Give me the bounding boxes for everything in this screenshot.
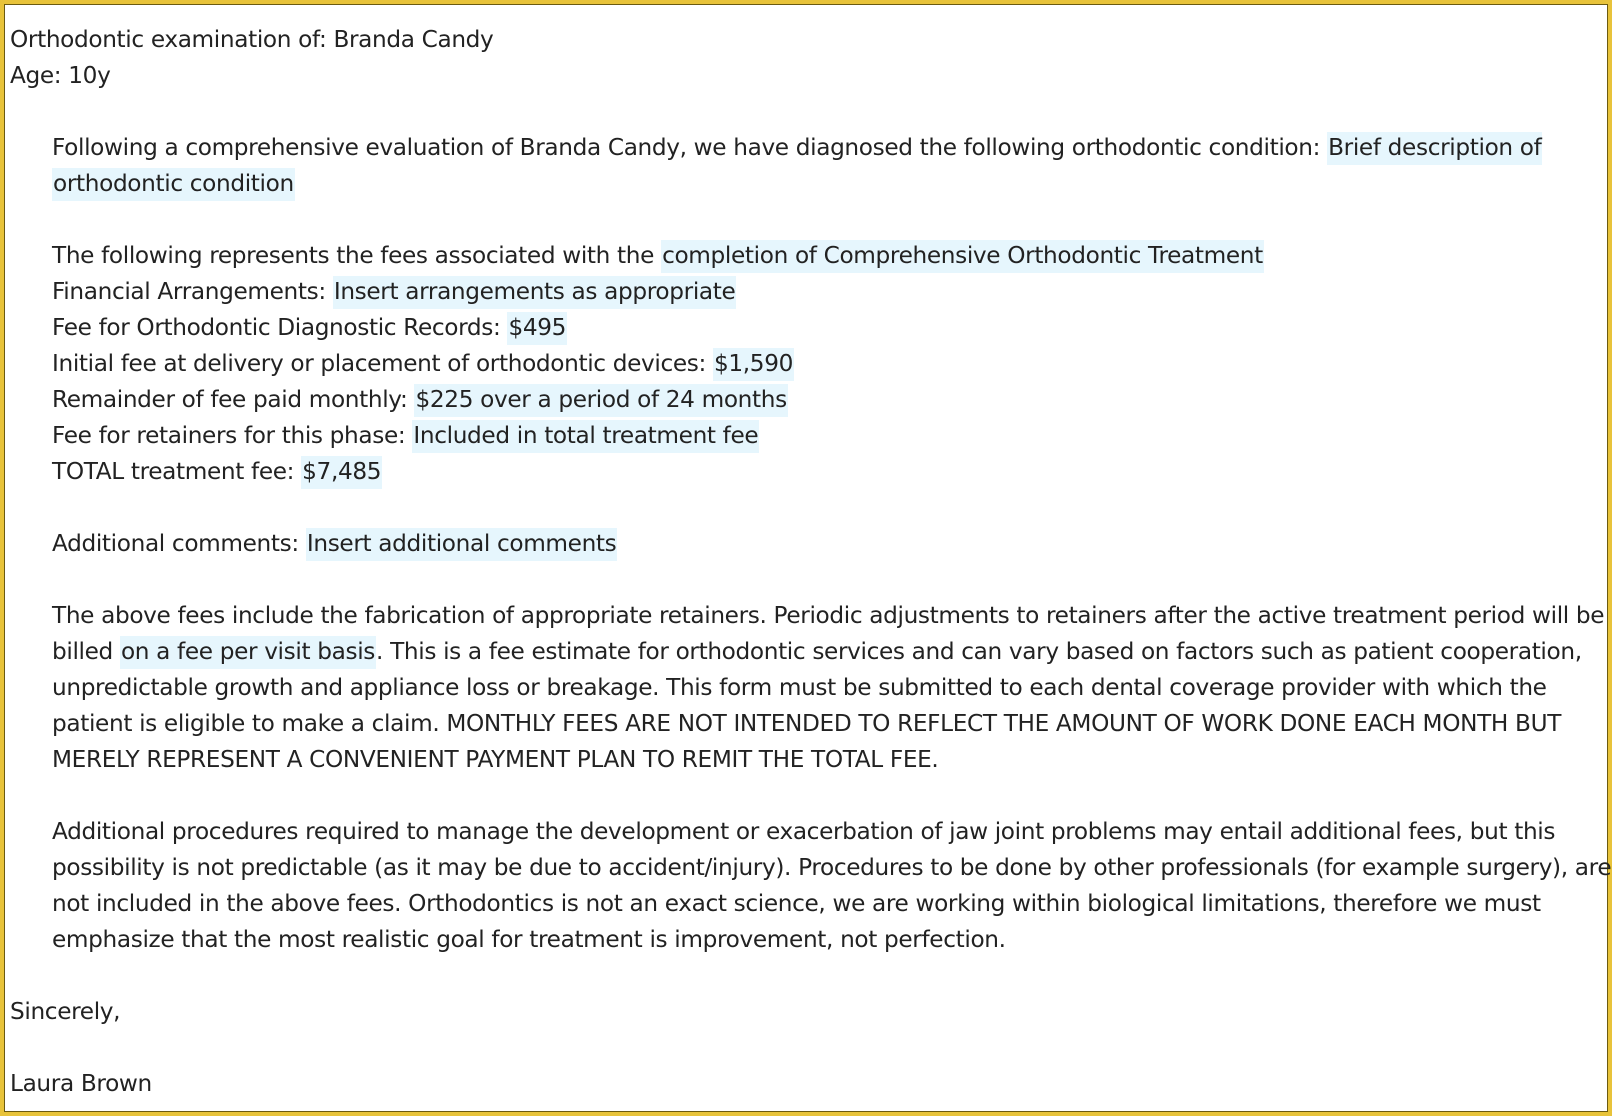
patient-name: Branda Candy [333,26,494,53]
spacer [10,202,1606,238]
spacer [10,94,1606,130]
spacer [10,778,1606,814]
procedures-line-1: Additional procedures required to manage the development or exacerbation of jaw joint problems may entail additional fees, but this [52,818,1556,845]
disclaimer-line-1: The above fees include the fabrication of appropriate retainers. Periodic adjustments to retainers after the active treatment period will be [52,602,1605,629]
fee-row-financial-arrangements [10,274,1606,310]
exam-heading [10,22,1606,58]
age-value: 10y [68,62,111,89]
monthly-fee-field[interactable]: $225 over a period of 24 months [414,384,787,417]
spacer [10,490,1606,526]
billing-basis-field[interactable]: on a fee per visit basis [120,636,376,669]
procedures-line-2: possibility is not predictable (as it may be due to accident/injury). Procedures to be done by other professionals (for example surgery), are [52,854,1612,881]
fee-row-retainers [10,418,1606,454]
spacer [10,562,1606,598]
spacer [10,958,1606,994]
disclaimer-text: billed [52,638,120,665]
fees-intro-line [10,238,1606,274]
exam-label: Orthodontic examination of: [10,26,334,53]
spacer [10,1030,1606,1066]
fee-label: Fee for Orthodontic Diagnostic Records: [52,314,508,341]
initial-fee-field[interactable]: $1,590 [713,348,794,381]
comments-label: Additional comments: [52,530,306,557]
fee-label: TOTAL treatment fee: [52,458,302,485]
fee-label: Fee for retainers for this phase: [52,422,413,449]
diagnosis-line-2 [10,166,1606,202]
fee-row-total [10,454,1606,490]
procedures-line-3: not included in the above fees. Orthodontics is not an exact science, we are working within biological limitations, therefore we must [52,890,1541,917]
fee-row-diagnostic-records [10,310,1606,346]
disclaimer-text: . This is a fee estimate for orthodontic services and can vary based on factors such as patient cooperation, [376,638,1582,665]
fee-row-monthly [10,382,1606,418]
disclaimer-line-5: MERELY REPRESENT A CONVENIENT PAYMENT PLAN TO REMIT THE TOTAL FEE. [52,746,939,773]
disclaimer-line-2 [10,634,1606,670]
age-label: Age: [10,62,69,89]
fee-label: Financial Arrangements: [52,278,333,305]
diagnosis-intro: Following a comprehensive evaluation of Branda Candy, we have diagnosed the following orthodontic condition: [52,134,1328,161]
signer-name: Laura Brown [10,1070,152,1097]
condition-field[interactable]: Brief description of [1327,132,1542,165]
diagnosis-line-1 [10,130,1606,166]
retainer-fee-field[interactable]: Included in total treatment fee [412,420,759,453]
disclaimer-line-4: patient is eligible to make a claim. MONTHLY FEES ARE NOT INTENDED TO REFLECT THE AMOUNT OF WORK DONE EACH MONTH BUT [52,710,1562,737]
financial-arrangements-field[interactable]: Insert arrangements as appropriate [333,276,737,309]
fees-intro: The following represents the fees associated with the [52,242,662,269]
age-line [10,58,1606,94]
diagnostic-records-fee-field[interactable]: $495 [507,312,567,345]
comments-line [10,526,1606,562]
fee-label: Remainder of fee paid monthly: [52,386,415,413]
fee-row-initial-fee [10,346,1606,382]
condition-field-continued[interactable]: orthodontic condition [52,168,295,201]
document-body [10,22,1612,1102]
total-fee-field[interactable]: $7,485 [301,456,382,489]
comments-field[interactable]: Insert additional comments [306,528,618,561]
procedures-line-4: emphasize that the most realistic goal for treatment is improvement, not perfection. [52,926,1006,953]
fee-label: Initial fee at delivery or placement of orthodontic devices: [52,350,713,377]
disclaimer-line-3: unpredictable growth and appliance loss or breakage. This form must be submitted to each dental coverage provider with which the [52,674,1547,701]
salutation: Sincerely, [10,998,121,1025]
treatment-scope-field[interactable]: completion of Comprehensive Orthodontic Treatment [661,240,1264,273]
